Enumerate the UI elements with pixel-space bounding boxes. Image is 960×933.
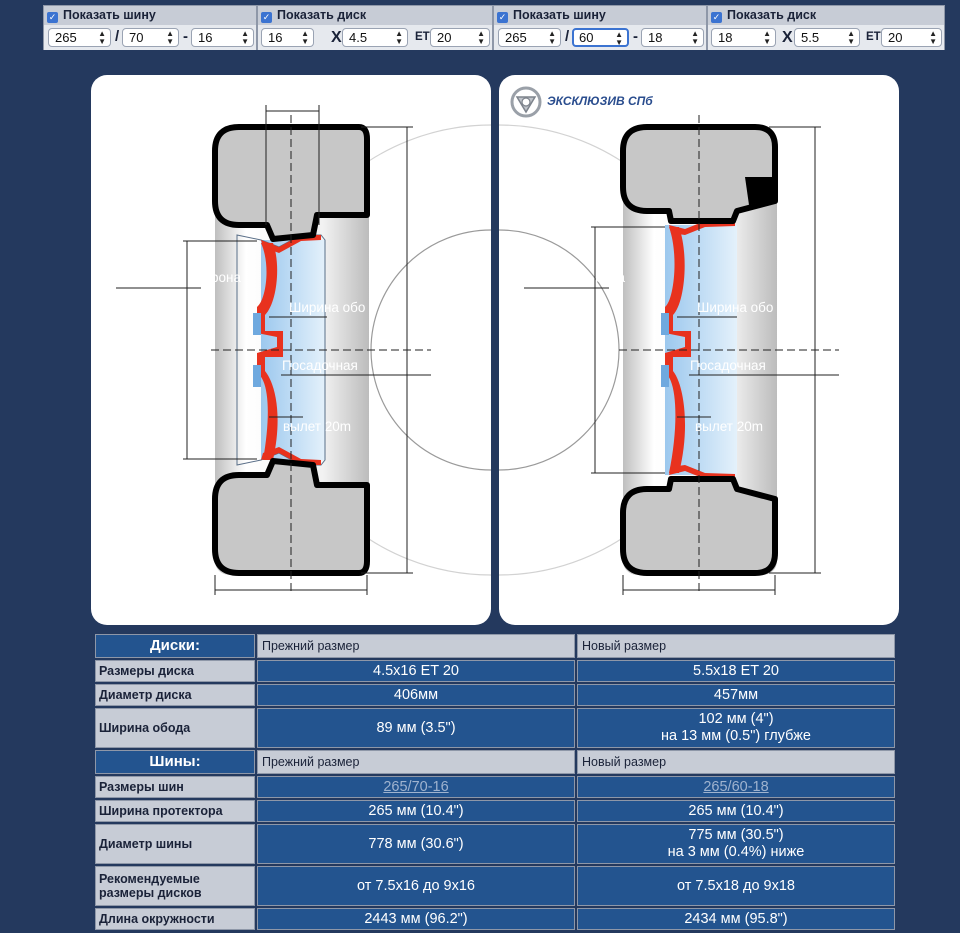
old-value: от 7.5x16 до 9x16 bbox=[257, 866, 575, 906]
row-label: Ширина обода bbox=[95, 708, 255, 748]
old-disk-group bbox=[257, 5, 493, 50]
new-disk-width-select[interactable]: 5.5 ▲ ▼ bbox=[794, 28, 860, 47]
select-arrows-icon: ▲ ▼ bbox=[241, 29, 249, 46]
old-disk-et-select[interactable]: 20 ▲ ▼ bbox=[430, 28, 490, 47]
old-size-diagram bbox=[91, 75, 491, 625]
size-controls bbox=[43, 5, 945, 50]
brand-logo-text: ЭКСКЛЮЗИВ СПб bbox=[547, 94, 653, 108]
row-label: Размеры шин bbox=[95, 776, 255, 798]
new-tire-group bbox=[493, 5, 707, 50]
old-disk-toggle[interactable]: ✓ Показать диск bbox=[262, 8, 367, 22]
select-arrows-icon: ▲ ▼ bbox=[847, 29, 855, 46]
old-tire-group bbox=[43, 5, 257, 50]
new-disk-group bbox=[707, 5, 945, 50]
old-value: 89 мм (3.5") bbox=[257, 708, 575, 748]
tires-header-row bbox=[95, 750, 895, 774]
select-arrows-icon: ▲ ▼ bbox=[395, 29, 403, 46]
new-value: 457мм bbox=[577, 684, 895, 706]
table-row bbox=[95, 866, 895, 906]
row-label: Диаметр диска bbox=[95, 684, 255, 706]
separator: - bbox=[633, 28, 638, 45]
new-size-diagram bbox=[499, 75, 899, 625]
new-tire-toggle[interactable]: ✓ Показать шину bbox=[498, 8, 606, 22]
new-value-note: на 13 мм (0.5") глубже bbox=[661, 728, 811, 744]
new-value bbox=[577, 824, 895, 864]
old-tire-toggle[interactable]: ✓ Показать шину bbox=[48, 8, 156, 22]
tires-section-title: Шины: bbox=[95, 750, 255, 774]
new-disk-toggle[interactable]: ✓ Показать диск bbox=[712, 8, 817, 22]
old-tire-width-select[interactable]: 265 ▲ ▼ bbox=[48, 28, 111, 47]
row-label: Рекомендуемые размеры дисков bbox=[95, 866, 255, 906]
et-label: ET bbox=[866, 31, 881, 43]
seat-label: Посадочная bbox=[282, 358, 358, 373]
new-value-main: 775 мм (30.5") bbox=[688, 827, 784, 843]
et-label: ET bbox=[415, 31, 430, 43]
old-value: 265 мм (10.4") bbox=[257, 800, 575, 822]
new-value: 5.5x18 ET 20 bbox=[577, 660, 895, 682]
new-disk-et-select[interactable]: 20 ▲ ▼ bbox=[881, 28, 942, 47]
old-value: 4.5x16 ET 20 bbox=[257, 660, 575, 682]
old-value: 406мм bbox=[257, 684, 575, 706]
new-value: от 7.5x18 до 9x18 bbox=[577, 866, 895, 906]
table-row bbox=[95, 660, 895, 682]
wheel-cross-section-old bbox=[91, 75, 491, 625]
offset-label: вылет 20m bbox=[283, 419, 352, 434]
checkbox-icon[interactable]: ✓ bbox=[262, 12, 271, 22]
disks-header-row bbox=[95, 634, 895, 658]
select-arrows-icon: ▲ ▼ bbox=[615, 30, 623, 47]
old-disk-diameter-select[interactable]: 16 ▲ ▼ bbox=[261, 28, 314, 47]
row-label: Диаметр шины bbox=[95, 824, 255, 864]
new-value: 2434 мм (95.8") bbox=[577, 908, 895, 930]
new-value: 265 мм (10.4") bbox=[577, 800, 895, 822]
table-row bbox=[95, 824, 895, 864]
table-row bbox=[95, 684, 895, 706]
rim-width-label: Ширина обо bbox=[289, 300, 366, 315]
new-value-main: 102 мм (4") bbox=[698, 711, 774, 727]
checkbox-icon[interactable]: ✓ bbox=[48, 12, 57, 22]
new-value bbox=[577, 776, 895, 798]
new-value bbox=[577, 708, 895, 748]
old-tire-profile-select[interactable]: 70 ▲ ▼ bbox=[122, 28, 179, 47]
table-row bbox=[95, 708, 895, 748]
checkbox-icon[interactable]: ✓ bbox=[498, 12, 507, 22]
old-disk-width-select[interactable]: 4.5 ▲ ▼ bbox=[342, 28, 408, 47]
new-disk-diameter-select[interactable]: 18 ▲ ▼ bbox=[711, 28, 776, 47]
table-row bbox=[95, 776, 895, 798]
new-value-note: на 3 мм (0.4%) ниже bbox=[667, 844, 805, 860]
crown-label: рона bbox=[595, 270, 625, 285]
old-value: 2443 мм (96.2") bbox=[257, 908, 575, 930]
select-arrows-icon: ▲ ▼ bbox=[929, 29, 937, 46]
select-arrows-icon: ▲ ▼ bbox=[477, 29, 485, 46]
table-row bbox=[95, 908, 895, 930]
rim-width-label: Ширина обо bbox=[697, 300, 774, 315]
select-arrows-icon: ▲ ▼ bbox=[548, 29, 556, 46]
select-arrows-icon: ▲ ▼ bbox=[691, 29, 699, 46]
select-arrows-icon: ▲ ▼ bbox=[763, 29, 771, 46]
old-tire-rim-select[interactable]: 16 ▲ ▼ bbox=[191, 28, 254, 47]
old-tire-size-link[interactable]: 265/70-16 bbox=[383, 778, 449, 795]
old-value: 778 мм (30.6") bbox=[257, 824, 575, 864]
row-label: Длина окружности bbox=[95, 908, 255, 930]
new-tire-width-select[interactable]: 265 ▲ ▼ bbox=[498, 28, 561, 47]
new-tire-profile-select[interactable]: 60 ▲ ▼ bbox=[572, 28, 629, 47]
old-size-column-header: Прежний размер bbox=[257, 634, 575, 658]
old-size-column-header: Прежний размер bbox=[257, 750, 575, 774]
new-tire-rim-select[interactable]: 18 ▲ ▼ bbox=[641, 28, 704, 47]
brand-logo-icon bbox=[509, 85, 543, 119]
row-label: Размеры диска bbox=[95, 660, 255, 682]
new-tire-size-link[interactable]: 265/60-18 bbox=[703, 778, 769, 795]
select-arrows-icon: ▲ ▼ bbox=[98, 29, 106, 46]
disks-section-title: Диски: bbox=[95, 634, 255, 658]
offset-label: вылет 20m bbox=[695, 419, 764, 434]
row-label: Ширина протектора bbox=[95, 800, 255, 822]
select-arrows-icon: ▲ ▼ bbox=[166, 29, 174, 46]
separator: / bbox=[565, 28, 570, 45]
separator: X bbox=[782, 29, 793, 46]
comparison-table bbox=[95, 634, 895, 932]
separator: X bbox=[331, 29, 342, 46]
table-row bbox=[95, 800, 895, 822]
old-value bbox=[257, 776, 575, 798]
new-size-column-header: Новый размер bbox=[577, 750, 895, 774]
select-arrows-icon: ▲ ▼ bbox=[301, 29, 309, 46]
seat-label: Посадочная bbox=[690, 358, 766, 373]
separator: / bbox=[115, 28, 120, 45]
checkbox-icon[interactable]: ✓ bbox=[712, 12, 721, 22]
new-size-column-header: Новый размер bbox=[577, 634, 895, 658]
wheel-cross-section-new bbox=[499, 75, 899, 625]
separator: - bbox=[183, 28, 188, 45]
crown-label: рона bbox=[211, 270, 241, 285]
